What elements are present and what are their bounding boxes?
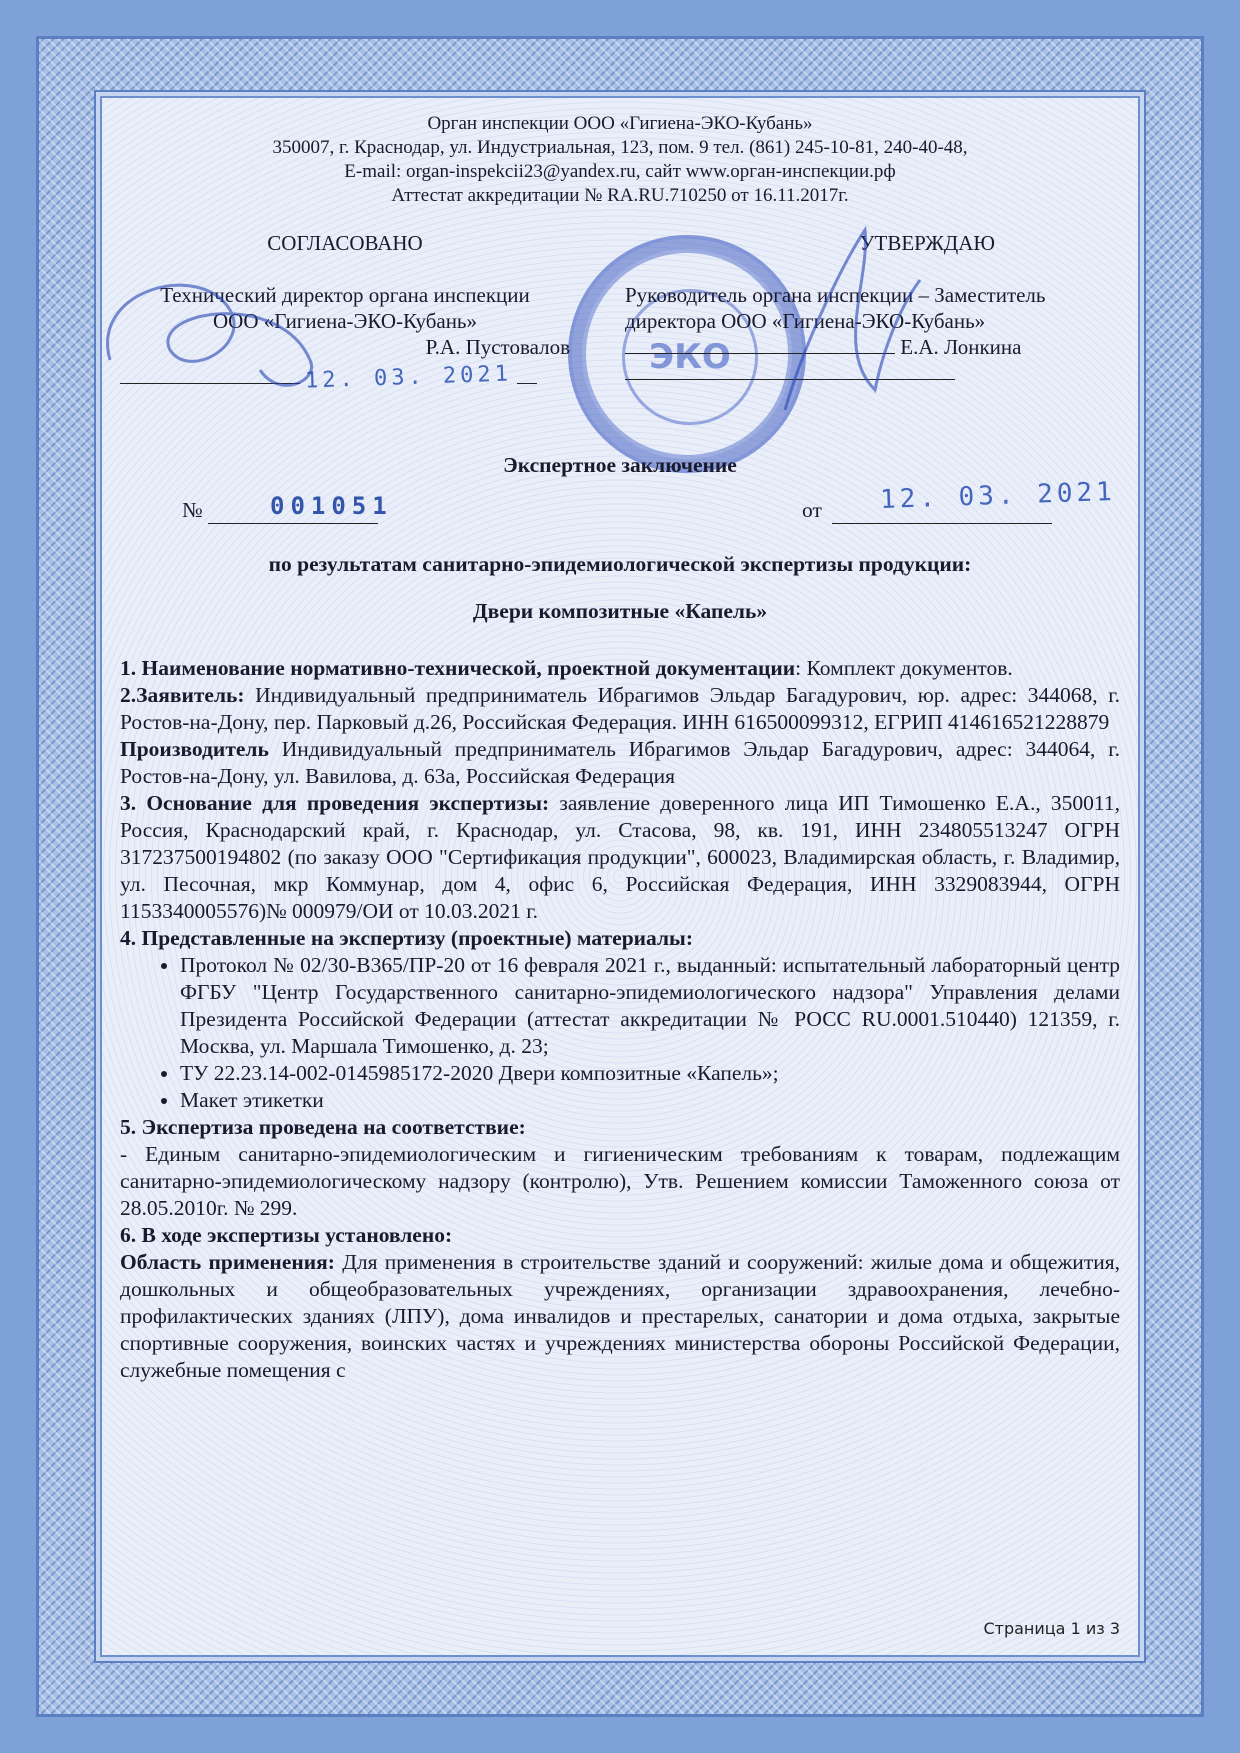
approval-block [120,230,1120,430]
manufacturer [120,736,1120,790]
approver-name: Р.А. Пустовалов [425,335,570,359]
director-company: директора ООО «Гигиена-ЭКО-Кубань» [625,309,986,333]
application-area-text: Для применения в строительстве зданий и сооружений: жилые дома и общежития, дошкольных и общеобразовательных учреждениях, организации здравоохранения, лечебно-профилактических зданиях (ЛПУ), дома инвалидов и престарелых, санатории и дома отдыха, закрытые спортивные сооружения, воинских частях и учреждениях министерства обороны Российской Федерации, служебные помещения с [120,1250,1120,1382]
doc-number-stamp: 001051 [270,492,393,520]
approval-date-stamp: 12. 03. 2021 [304,361,513,394]
section-6-label: 6. В ходе экспертизы установлено: [120,1223,453,1247]
section-3-text: заявление доверенного лица ИП Тимошенко Е.А., 350011, Россия, Краснодарский край, г. Краснодар, ул. Стасова, 98, кв. 191, ИНН 234805513247 ОГРН 317237500194802 (по заказу ООО "Сертификация продукции", 600023, Владимирская область, г. Владимир, ул. Песочная, мкр Коммунар, дом 4, офис 6, Российская Федерация, ИНН 3329083944, ОГРН 1153340005576)№ 000979/ОИ от 10.03.2021 г. [120,791,1120,923]
doc-number-row [120,476,1120,531]
section-5-text: - Единым санитарно-эпидемиологическим и гигиеническим требованиям к товарам, подлежащим санитарно-эпидемиологическому надзору (контролю), Утв. Решением комиссии Таможенного союза от 28.05.2010г. № 299. [120,1142,1120,1220]
section-5-label: 5. Экспертиза проведена на соответствие: [120,1115,526,1139]
manufacturer-label: Производитель [120,737,269,761]
handwritten-signature-right [725,220,925,420]
section-2-text: Индивидуальный предприниматель Ибрагимов Эльдар Багадурович, юр. адрес: 344068, г. Ростов-на-Дону, пер. Парковый д.26, Российская Федерация. ИНН 616500099312, ЕГРИП 414616521228879 [120,683,1120,734]
director-name: Е.А. Лонкина [900,335,1022,359]
doc-date-stamp: 12. 03. 2021 [879,476,1117,516]
approver-company: ООО «Гигиена-ЭКО-Кубань» [212,309,478,333]
section-1-label: 1. Наименование нормативно-технической, проектной документации [120,656,796,680]
document-body [120,112,1120,1642]
org-name: Орган инспекции ООО «Гигиена-ЭКО-Кубань» [427,113,813,134]
org-address: 350007, г. Краснодар, ул. Индустриальная, 123, пом. 9 тел. (861) 245-10-81, 240-40-48, [272,137,968,158]
product-name: Двери композитные «Капель» [472,599,768,623]
doc-subtitle: по результатам санитарно-эпидемиологической экспертизы продукции: [268,552,972,576]
section-3 [120,790,1120,925]
handwritten-signature-left [80,250,380,410]
list-item: • Протокол № 02/30-В365/ПР-20 от 16 февраля 2021 г., выданный: испытательный лабораторный центр ФГБУ "Центр Государственного санитарно-эпидемиологического надзора" Управления делами Президента Российской Федерации (аттестат аккредитации № РОСС RU.0001.510440) 121359, г. Москва, ул. Маршала Тимошенко, д. 23; [180,952,1120,1060]
approve-title: УТВЕРЖДАЮ [859,231,995,255]
director-position: Руководитель органа инспекции – Заместитель [625,283,1046,307]
section-2-label: 2.Заявитель: [120,683,245,707]
section-2 [120,682,1120,736]
section-1-text: : Комплект документов. [795,656,1013,680]
approval-right [625,230,1125,386]
materials-list [120,952,1120,1114]
list-item: • Макет этикетки [180,1087,1120,1114]
org-header [120,112,1120,208]
section-4-label: 4. Представленные на экспертизу (проектные) материалы: [120,926,693,950]
approved-title: СОГЛАСОВАНО [267,231,423,255]
approval-left [120,230,570,394]
org-contacts: E-mail: organ-inspekcii23@yandex.ru, сайт www.орган-инспекции.рф [344,161,896,182]
page-number: Страница 1 из 3 [983,1619,1120,1638]
section-1 [120,655,1120,682]
application-area [120,1249,1120,1384]
seal-center: ЭКО [622,289,758,425]
manufacturer-text: Индивидуальный предприниматель Ибрагимов Эльдар Багадурович, адрес: 344064, г. Ростов-на-Дону, ул. Вавилова, д. 63а, Российская Федерация [120,737,1120,788]
list-item: • ТУ 22.23.14-002-0145985172-2020 Двери композитные «Капель»; [180,1060,1120,1087]
section-3-label: 3. Основание для проведения экспертизы: [120,791,550,815]
org-accreditation: Аттестат аккредитации № RA.RU.710250 от 16.11.2017г. [391,185,849,206]
doc-number-label: № [182,498,203,522]
application-area-label: Область применения: [120,1250,335,1274]
doc-date-label: от [802,498,822,522]
sections [120,655,1120,1384]
approver-position: Технический директор органа инспекции [160,283,530,307]
doc-title: Экспертное заключение [503,453,737,477]
